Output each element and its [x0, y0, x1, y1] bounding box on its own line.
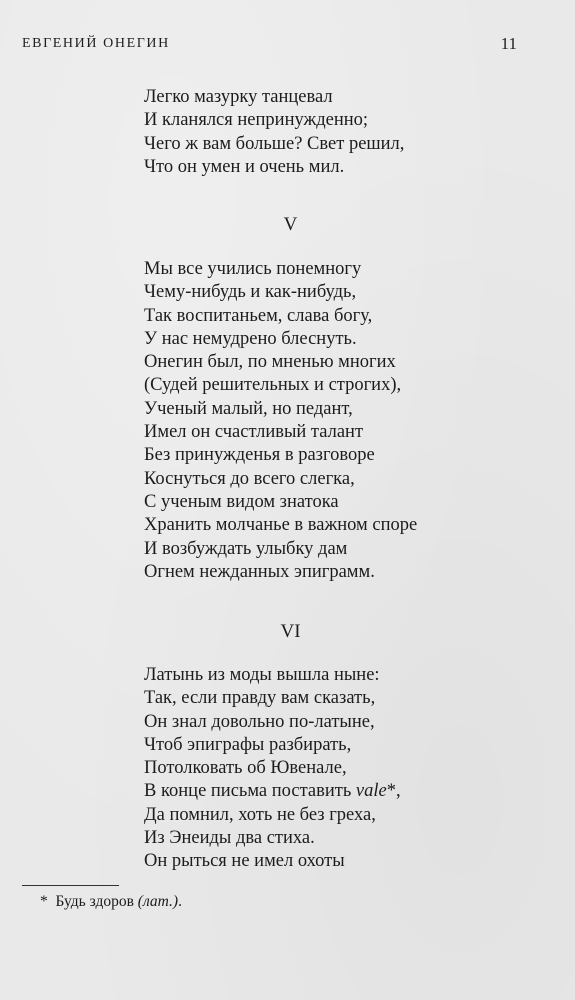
verse-line: Так воспитаньем, слава богу, [144, 305, 373, 326]
stanza-v [144, 258, 417, 584]
verse-line: Ученый малый, но педант, [144, 398, 353, 419]
verse-line: Чего ж вам больше? Свет решил, [144, 133, 405, 154]
verse-line: Латынь из моды вышла ныне: [144, 665, 380, 685]
verse-line: Чему-нибудь и как-нибудь, [144, 282, 357, 303]
stanza-vi [144, 664, 401, 874]
footnote [40, 893, 182, 911]
stanza-number-v: V [283, 214, 298, 235]
footnote-marker: * [40, 893, 48, 910]
verse-line: Без принужденья в разговоре [144, 445, 375, 466]
verse-line: Хранить молчанье в важном споре [144, 515, 418, 536]
verse-line: Что он умен и очень мил. [144, 156, 345, 177]
verse-line: И кланялся непринужденно; [144, 110, 369, 131]
verse-line: (Судей решительных и строгих), [144, 375, 402, 396]
verse-line: Так, если правду вам сказать, [144, 688, 376, 709]
footnote-marker-suffix: *, [386, 781, 401, 802]
verse-line: С ученым видом знатока [144, 491, 339, 512]
verse-line: Онегин был, по мненью многих [144, 352, 396, 373]
footnote-source-note: (лат.) [137, 893, 179, 910]
verse-line: И возбуждать улыбку дам [144, 538, 348, 559]
verse-line: Имел он счастливый талант [144, 422, 364, 443]
page-number: 11 [500, 34, 517, 53]
footnote-end: . [178, 893, 182, 910]
verse-line: Он рыться не имел охоты [144, 851, 345, 872]
verse-line: Да помнил, хоть не без греха, [144, 804, 376, 825]
verse-line: Он знал довольно по-латыне, [144, 711, 375, 732]
running-title: ЕВГЕНИЙ ОНЕГИН [22, 36, 170, 51]
footnote-text: Будь здоров [55, 893, 138, 910]
latin-word-vale: vale [355, 781, 387, 802]
verse-line-text: В конце письма поставить [144, 781, 356, 802]
footnote-divider [22, 885, 119, 886]
verse-line: Коснуться до всего слегка, [144, 468, 355, 489]
verse-line: Легко мазурку танцевал [144, 87, 333, 107]
verse-line: Потолковать об Ювенале, [144, 758, 347, 779]
stanza-number-vi: VI [280, 621, 301, 642]
verse-line: У нас немудрено блеснуть. [144, 328, 357, 349]
verse-line: Огнем нежданных эпиграмм. [144, 561, 375, 582]
verse-line: Из Энеиды два стиха. [144, 828, 315, 849]
verse-line-with-vale [144, 780, 401, 803]
stanza-continuation [144, 86, 404, 179]
verse-line: Мы все учились понемногу [144, 259, 362, 279]
verse-line: Чтоб эпиграфы разбирать, [144, 734, 352, 755]
